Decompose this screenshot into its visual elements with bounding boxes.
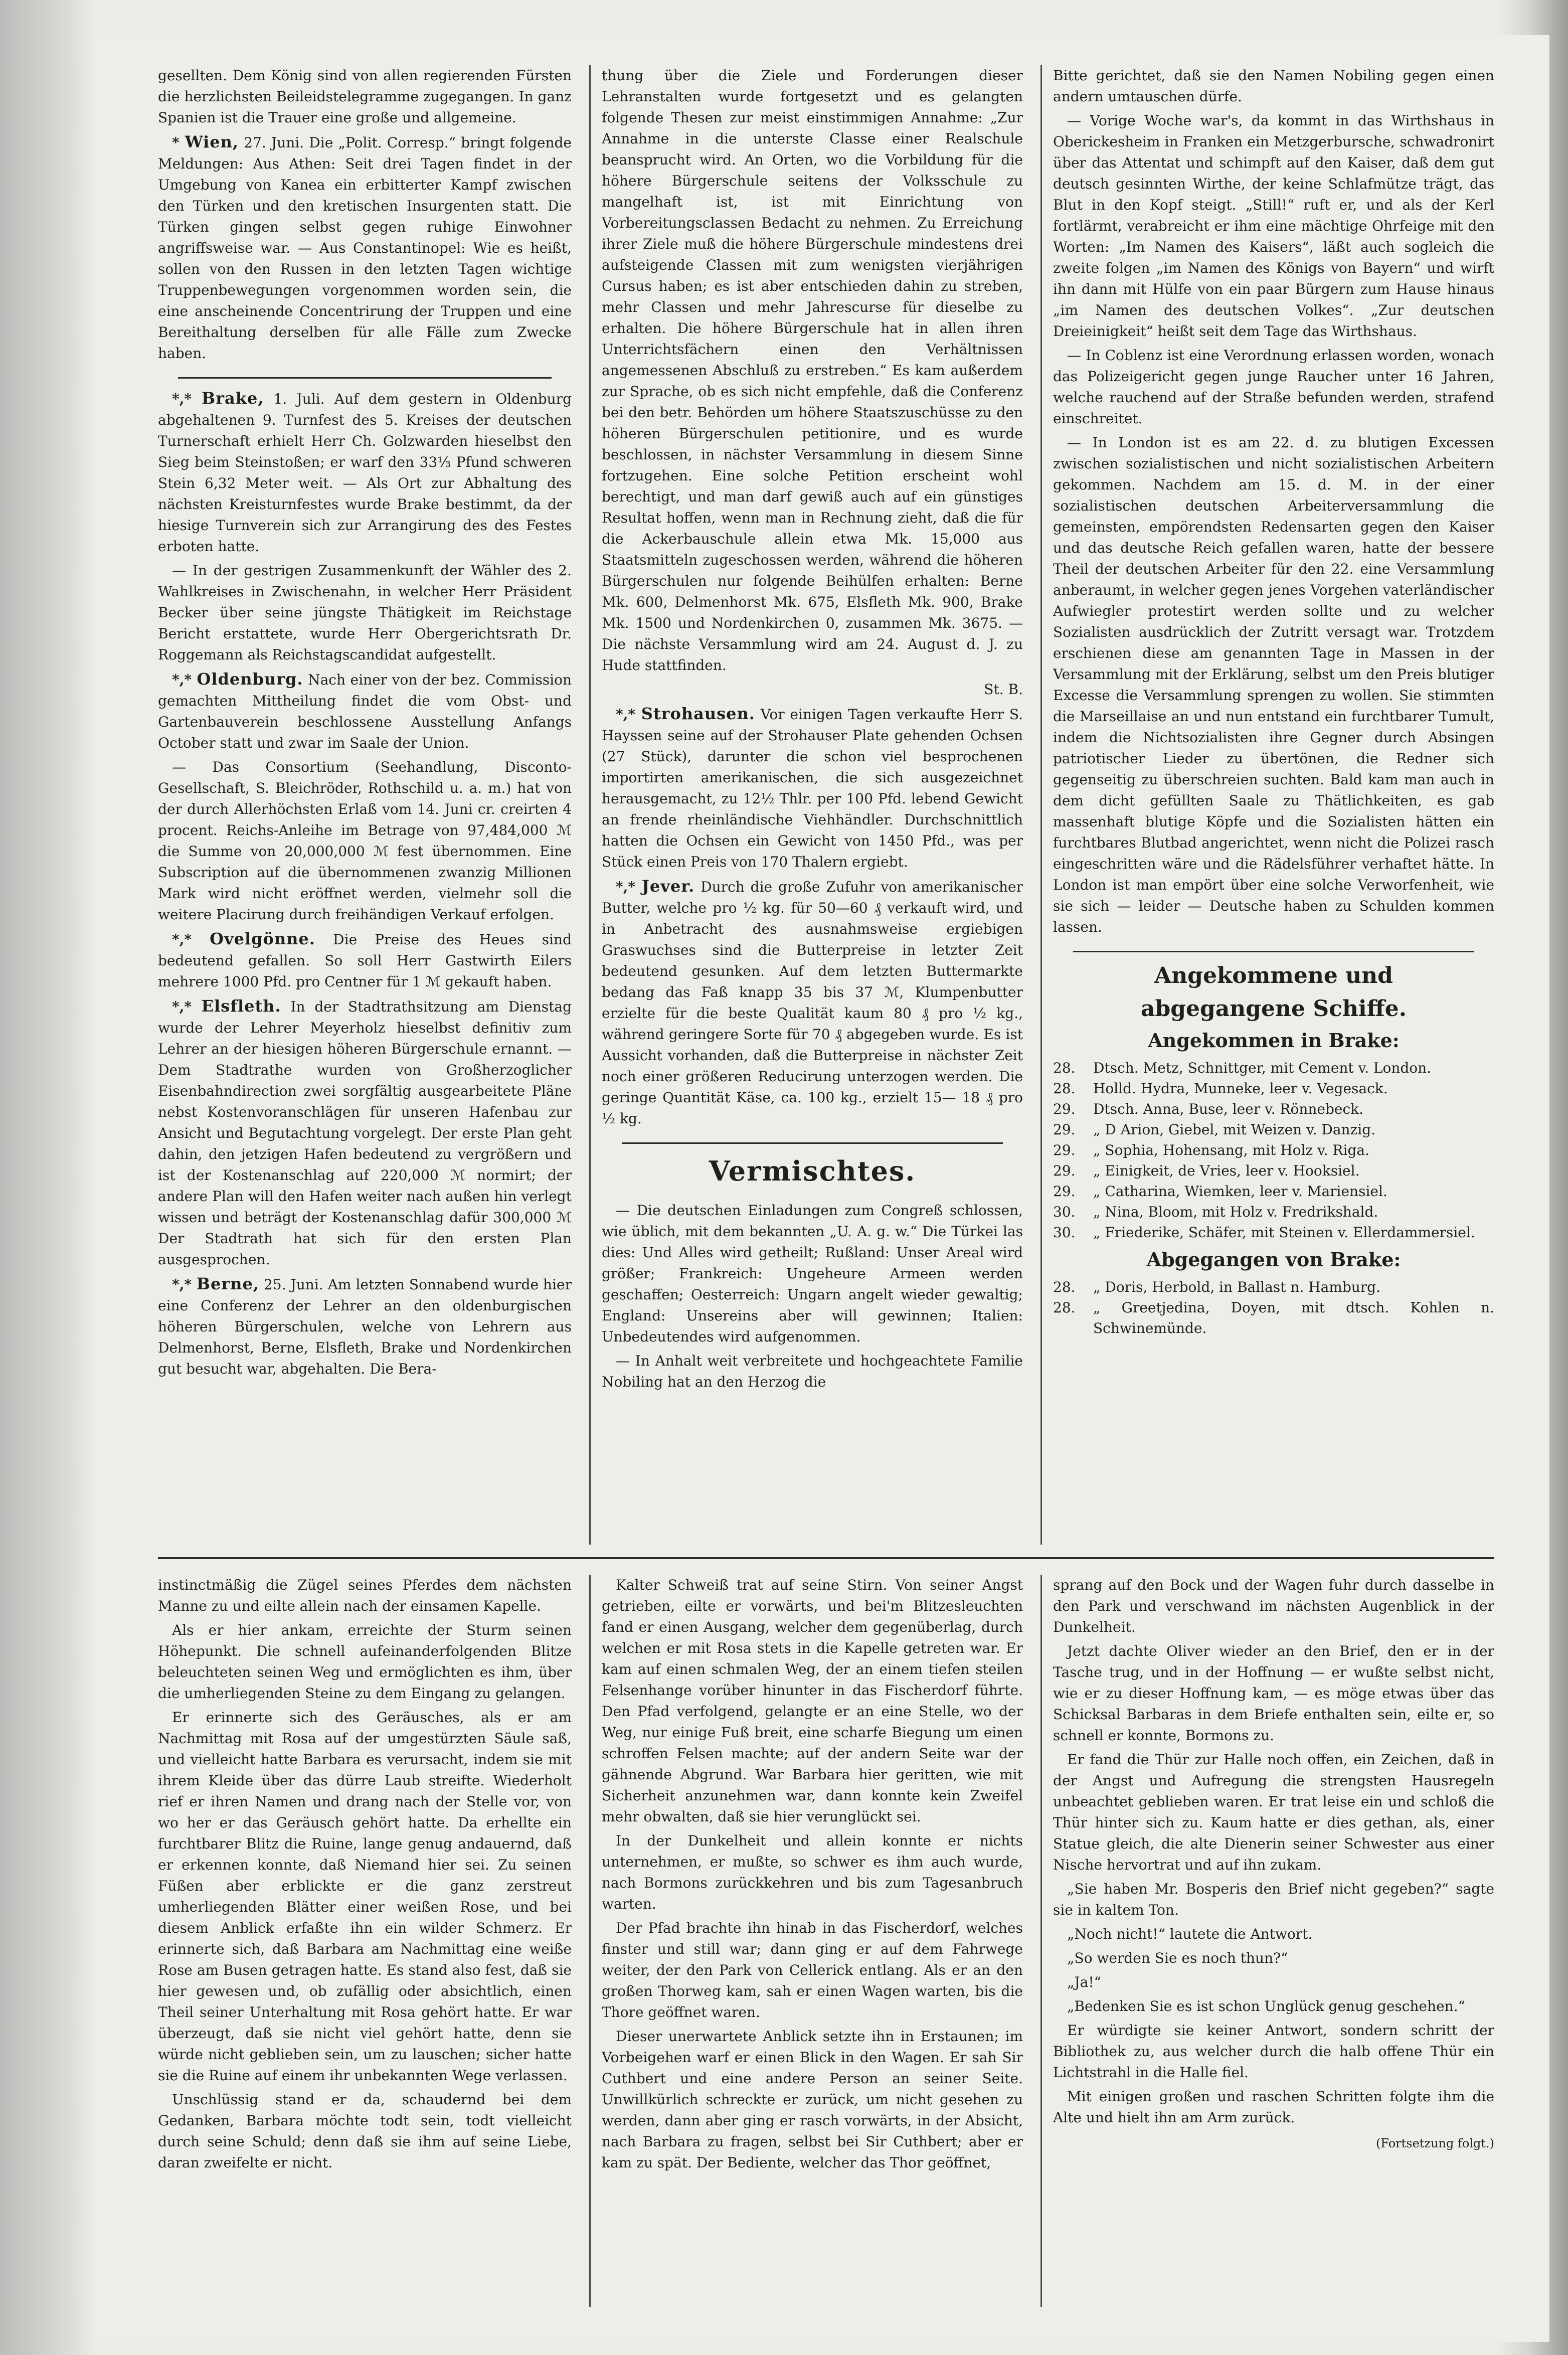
paragraph-berne: *,* Berne, 25. Juni. Am letzten Sonnabend wurde hier eine Conferenz der Lehrer an den oldenburgischen höheren Bürgerschulen, welche von Lehrern aus Delmenhorst, Berne, Elsfleth, Brake und Nordenkirchen gut besucht war, abgehalten. Die Bera-	[158, 1274, 572, 1377]
place-name: Brake,	[202, 389, 264, 408]
paragraph: „Bedenken Sie es ist schon Unglück genug geschehen.“	[1067, 1998, 1465, 2014]
ship-date: 28.	[1053, 1299, 1076, 1316]
paragraph: „Ja!“	[1067, 1974, 1101, 1990]
paragraph: „Noch nicht!“ lautete die Antwort.	[1067, 1926, 1313, 1942]
ship-entry	[1053, 1119, 1494, 1140]
ship-date: 29.	[1053, 1183, 1076, 1200]
ships-heading-line-1: Angekommene und	[1154, 963, 1393, 988]
paragraph: „Sie haben Mr. Bosperis den Brief nicht gegeben?“ sagte sie in kaltem Ton.	[1053, 1881, 1494, 1918]
paragraph: instinctmäßig die Zügel seines Pferdes dem nächsten Manne zu und eilte allein nach der einsamen Kapelle.	[158, 1577, 572, 1614]
article-text: Die Preise des Heues sind bedeutend gefallen. So soll Herr Gastwirth Eilers mehrere 1000 Pfd. pro Centner für 1 ℳ gekauft haben.	[158, 931, 572, 990]
paragraph: Als er hier ankam, erreichte der Sturm seinen Höhepunkt. Die schnell aufeinanderfolgenden Blitze beleuchteten seinen Weg und ermöglichten es ihm, über die umherliegenden Steine zu dem Eingang zu gelangen.	[158, 1622, 572, 1702]
column-2	[602, 65, 1023, 1545]
ship-date: 28.	[1053, 1279, 1076, 1295]
paragraph: Mit einigen großen und raschen Schritten folgte ihm die Alte und hielt ihn am Arm zurück.	[1053, 2088, 1494, 2126]
place-name: Ovelgönne.	[210, 929, 315, 948]
serial-column-2	[602, 1575, 1023, 2307]
ship-entry	[1053, 1160, 1494, 1181]
paragraph: Bitte gerichtet, daß sie den Namen Nobiling gegen einen andern umtauschen dürfe.	[1053, 67, 1494, 105]
ship-date: 28.	[1053, 1080, 1076, 1097]
paragraph: — Vorige Woche war's, da kommt in das Wirthshaus in Oberickesheim in Franken ein Metzgerbursche, schwadronirt über das Attentat und schimpft auf den Kaiser, daß dem gut deutsch gesinnten Wirthe, der keine Schlafmütze trägt, das Blut in den Kopf steigt. „Still!“ ruft er, und als der Kerl fortlärmt, verabreicht er ihm eine mächtige Ohrfeige mit den Worten: „Im Namen des Kaisers“, läßt auch sogleich die zweite folgen „im Namen des Königs von Bayern“ und wirft ihn dann mit Hülfe von ein paar Bürgern zum Hause hinaus „im Namen des deutschen Volkes“. „Zur deutschen Dreieinigkeit“ heißt seit dem Tage das Wirthshaus.	[1053, 112, 1494, 340]
article-text: 27. Juni. Die „Polit. Corresp.“ bringt folgende Meldungen: Aus Athen: Seit drei Tagen findet in der Umgebung von Kanea ein erbitterter Kampf zwischen den Türken und den kretischen Insurgenten statt. Die Türken gingen selbst gegen ruhige Einwohner angriffsweise war. — Aus Constantinopel: Wie es heißt, sollen von den Russen in den letzten Tagen wichtige Truppenbewegungen vorgenommen worden sein, die eine anscheinende Concentrirung der Truppen und eine Bereithaltung derselben für alle Fälle zum Zwecke haben.	[158, 134, 572, 362]
place-name: Wien,	[185, 132, 239, 151]
ship-date: 30.	[1053, 1224, 1076, 1241]
ship-details: Dtsch. Anna, Buse, leer v. Rönnebeck.	[1093, 1101, 1364, 1117]
paragraph-elsfleth: *,* Elsfleth. In der Stadtrathsitzung am Dienstag wurde der Lehrer Meyerholz hieselbst definitiv zum Lehrer an der hiesigen höheren Bürgerschule ernannt. — Dem Stadtrathe wurden von Großherzoglicher Eisenbahndirection zwei sorgfältig ausgearbeitete Pläne nebst Kostenvoranschlägen für unseren Hafenbau zur Ansicht und Begutachtung vorgelegt. Der erste Plan geht dahin, den jetzigen Hafen bedeutend zu vergrößern und ist der Kostenanschlag auf 220,000 ℳ normirt; der andere Plan will den Hafen weiter nach außen hin verlegt wissen und beträgt der Kostenanschlag dafür 300,000 ℳ Der Stadtrath hat sich für den ersten Plan ausgesprochen.	[158, 996, 572, 1268]
ship-details: „ D Arion, Giebel, mit Weizen v. Danzig.	[1093, 1121, 1376, 1138]
column-1	[158, 65, 572, 1545]
paragraph: Der Pfad brachte ihn hinab in das Fischerdorf, welches finster und still war; dann ging er auf dem Fahrwege weiter, der den Park von Cellerick entlang. Als er an den großen Thorweg kam, sah er einen Wagen warten, bis die Thore geöffnet waren.	[602, 1920, 1023, 2021]
ship-details: Dtsch. Metz, Schnittger, mit Cement v. London.	[1093, 1060, 1432, 1076]
paragraph: Er fand die Thür zur Halle noch offen, ein Zeichen, daß in der Angst und Aufregung die strengsten Hausregeln unbeachtet geblieben waren. Er trat leise ein und schloß die Thür hinter sich zu. Kaum hatte er dies gethan, als, einer Statue gleich, die alte Dienerin seiner Schwester aus einer Nische hervortrat und auf ihn zukam.	[1053, 1751, 1494, 1873]
newspaper-page	[95, 35, 1549, 2342]
ship-entry	[1053, 1277, 1494, 1297]
place-name: Jever.	[641, 877, 695, 896]
ship-date: 29.	[1053, 1162, 1076, 1179]
paragraph-wien: * Wien, 27. Juni. Die „Polit. Corresp.“ bringt folgende Meldungen: Aus Athen: Seit drei Tagen findet in der Umgebung von Kanea ein erbitterter Kampf zwischen den Türken und den kretischen Insurgenten statt. Die Türken gingen selbst gegen ruhige Einwohner angriffsweise war. — Aus Constantinopel: Wie es heißt, sollen von den Russen in den letzten Tagen wichtige Truppenbewegungen vorgenommen worden sein, die eine anscheinende Concentrirung der Truppen und eine Bereithaltung derselben für alle Fälle zum Zwecke haben.	[158, 132, 572, 362]
column-divider	[589, 65, 591, 1545]
column-divider	[589, 1575, 591, 2307]
article-text: Durch die große Zufuhr von amerikanischer Butter, welche pro ½ kg. für 50—60 ₰ verkauft wird, und in Anbetracht des ausnahmsweise ergiebigen Graswuchses sind die Butterpreise in letzter Zeit bedeutend gesunken. Auf dem letzten Buttermarkte bedang das Faß knapp 35 bis 37 ℳ, Klumpenbutter erzielte für die beste Qualität kaum 80 ₰ pro ½ kg., während geringere Sorte für 70 ₰ abgegeben wurde. Es ist Aussicht vorhanden, daß die Butterpreise in nächster Zeit noch einer größeren Reducirung unterzogen werden. Die geringe Quantität Käse, ca. 100 kg., erzielt 15— 18 ₰ pro ½ kg.	[602, 879, 1023, 1127]
column-3	[1053, 65, 1494, 1545]
paragraph: In der Dunkelheit und allein konnte er nichts unternehmen, er mußte, so schwer es ihm auch wurde, nach Bormons zurückkehren und bis zum Tagesanbruch warten.	[602, 1832, 1023, 1912]
ship-entry	[1053, 1202, 1494, 1222]
divider	[178, 377, 552, 379]
paragraph-ovelgoenne: *,* Ovelgönne. Die Preise des Heues sind bedeutend gefallen. So soll Herr Gastwirth Eilers mehrere 1000 Pfd. pro Centner für 1 ℳ gekauft haben.	[158, 929, 572, 990]
paragraph: Jetzt dachte Oliver wieder an den Brief, den er in der Tasche trug, und in der Hoffnung — er wußte selbst nicht, wie er zu dieser Hoffnung kam, — es möge etwas über das Schicksal Barbaras in dem Briefe enthalten sein, eilte er, so schnell er konnte, Bormons zu.	[1053, 1643, 1494, 1744]
paragraph-oldenburg: *,* Oldenburg. Nach einer von der bez. Commission gemachten Mittheilung findet die vom Obst- und Gartenbauverein beschlossene Ausstellung Anfangs October statt und zwar im Saale der Union.	[158, 669, 572, 751]
place-name: Elsfleth.	[201, 996, 281, 1016]
paragraph-brake: *,* Brake, 1. Juli. Auf dem gestern in Oldenburg abgehaltenen 9. Turnfest des 5. Kreises der deutschen Turnerschaft erhielt Herr Ch. Golzwarden hieselbst den Sieg beim Steinstoßen; er warf den 33⅓ Pfund schweren Stein 6,32 Meter weit. — Als Ort zur Abhaltung des nächsten Kreisturnfestes wurde Brake bestimmt, da der hiesige Turnverein sich zur Arrangirung des des Festes erboten hatte.	[158, 389, 572, 555]
paragraph: Er würdigte sie keiner Antwort, sondern schritt der Bibliothek zu, aus welcher durch die halb offene Thür ein Lichtstrahl in die Halle fiel.	[1053, 2022, 1494, 2081]
ship-details: „ Einigkeit, de Vries, leer v. Hooksiel.	[1093, 1162, 1360, 1179]
ship-details: „ Sophia, Hohensang, mit Holz v. Riga.	[1093, 1142, 1369, 1158]
divider	[622, 1142, 1003, 1144]
section-heading: Vermischtes.	[709, 1155, 916, 1187]
feuilleton-divider	[158, 1557, 1494, 1559]
paragraph: — Das Consortium (Seehandlung, Disconto-Gesellschaft, S. Bleichröder, Rothschild u. a. m.) hat von der durch Allerhöchsten Erlaß vom 14. Juni cr. creirten 4 procent. Reichs-Anleihe im Betrage von 97,484,000 ℳ die Summe von 20,000,000 ℳ fest übernommen. Eine Subscription auf die übernommenen zwanzig Millionen Mark wird nicht eröffnet werden, vielmehr soll die weitere Placirung durch freihändigen Verkauf erfolgen.	[158, 759, 572, 923]
column-divider	[1040, 65, 1042, 1545]
paragraph: — In der gestrigen Zusammenkunft der Wähler des 2. Wahlkreises in Zwischenahn, in welcher Herr Präsident Becker über seine jüngste Thätigkeit im Reichstage Bericht erstattete, wurde Herr Obergerichtsrath Dr. Roggemann als Reichstagscandidat aufgestellt.	[158, 562, 572, 663]
article-text: 25. Juni. Am letzten Sonnabend wurde hier eine Conferenz der Lehrer an den oldenburgischen höheren Bürgerschulen, welche von Lehrern aus Delmenhorst, Berne, Elsfleth, Brake und Nordenkirchen gut besucht war, abgehalten. Die Bera-	[158, 1276, 572, 1377]
paragraph-jever: *,* Jever. Durch die große Zufuhr von amerikanischer Butter, welche pro ½ kg. für 50—60 ₰ verkauft wird, und in Anbetracht des ausnahmsweise ergiebigen Graswuchses sind die Butterpreise in letzter Zeit bedeutend gesunken. Auf dem letzten Buttermarkte bedang das Faß knapp 35 bis 37 ℳ, Klumpenbutter erzielte für die beste Qualität kaum 80 ₰ pro ½ kg., während geringere Sorte für 70 ₰ abgegeben wurde. Es ist Aussicht vorhanden, daß die Butterpreise in nächster Zeit noch einer größeren Reducirung unterzogen werden. Die geringe Quantität Käse, ca. 100 kg., erzielt 15— 18 ₰ pro ½ kg.	[602, 877, 1023, 1127]
ship-date: 29.	[1053, 1142, 1076, 1158]
departed-heading: Abgegangen von Brake:	[1146, 1248, 1401, 1271]
paragraph: — In Anhalt weit verbreitete und hochgeachtete Familie Nobiling hat an den Herzog die	[602, 1353, 1023, 1390]
ship-entry	[1053, 1181, 1494, 1202]
ship-entry	[1053, 1222, 1494, 1243]
ship-details: Holld. Hydra, Munneke, leer v. Vegesack.	[1093, 1080, 1388, 1097]
place-name: Berne,	[196, 1274, 259, 1293]
ship-date: 28.	[1053, 1060, 1076, 1076]
ship-entry	[1053, 1058, 1494, 1078]
article-text: In der Stadtrathsitzung am Dienstag wurde der Lehrer Meyerholz hieselbst definitiv zum Lehrer an der hiesigen höheren Bürgerschule ernannt. — Dem Stadtrathe wurden von Großherzoglicher Eisenbahndirection zwei sorgfältig ausgearbeitete Pläne nebst Kostenvoranschlägen für unseren Hafenbau zur Ansicht und Begutachtung vorgelegt. Der erste Plan geht dahin, den jetzigen Hafen bedeutend zu vergrößern und ist der Kostenanschlag auf 220,000 ℳ normirt; der andere Plan will den Hafen weiter nach außen hin verlegt wissen und beträgt der Kostenanschlag dafür 300,000 ℳ Der Stadtrath hat sich für den ersten Plan ausgesprochen.	[158, 998, 572, 1268]
column-divider	[1040, 1575, 1042, 2307]
place-name: Strohausen.	[641, 704, 755, 723]
paragraph: gesellten. Dem König sind von allen regierenden Fürsten die herzlichsten Beileidstelegramme zugegangen. In ganz Spanien ist die Trauer eine große und allgemeine.	[158, 67, 572, 126]
paragraph: — In Coblenz ist eine Verordnung erlassen worden, wonach das Polizeigericht gegen junge Raucher unter 16 Jahren, welche rauchend auf der Straße befunden werden, strafend einschreitet.	[1053, 347, 1494, 427]
paragraph: — Die deutschen Einladungen zum Congreß schlossen, wie üblich, mit dem bekannten „U. A. g. w.“ Die Türkei las dies: Und Alles wird getheilt; Rußland: Unser Areal wird größer; Frankreich: Ungeheure Armeen werden geschaffen; Oesterreich: Ungarn angelt wieder gewaltig; England: Unsereins aber will gewinnen; Italien: Unbedeutendes wird aufgenommen.	[602, 1202, 1023, 1345]
continued-note: (Fortsetzung folgt.)	[1376, 2136, 1494, 2150]
paragraph: thung über die Ziele und Forderungen dieser Lehranstalten wurde fortgesetzt und es gelangten folgende Thesen zur meist einstimmigen Annahme: „Zur Annahme in die unterste Classe einer Realschule beansprucht wird. An Orten, wo die Vorbildung für die höhere Bürgerschule seitens der Volksschule zu mangelhaft ist, ist mit Einrichtung von Vorbereitungsclassen Bedacht zu nehmen. Zu Erreichung ihrer Ziele muß die höhere Bürgerschule mindestens drei aufsteigende Classen mit zum wenigsten vierjährigen Cursus haben; es ist aber entschieden dahin zu streben, mehr Classen und mehr Jahrescurse für dieselbe zu erhalten. Die höhere Bürgerschule hat in allen ihren Unterrichtsfächern einen den Verhältnissen angemessenen Abschluß zu erstreben.“ Es kam außerdem zur Sprache, ob es sich nicht empfehle, daß die Conferenz bei den betr. Behörden um höhere Staatszuschüsse zu den höheren Bürgerschulen petitionire, und es wurde beschlossen, in nächster Versammlung in diesem Sinne fortzugehen. Eine solche Petition erscheint wohl berechtigt, und man darf gewiß auch auf ein günstiges Resultat hoffen, wenn man in Rechnung zieht, daß die für die Ackerbauschule allein etwa Mk. 15,000 aus Staatsmitteln zugeschossen werden, während die höheren Bürgerschulen nur folgende Beihülfen erhalten: Berne Mk. 600, Delmenhorst Mk. 675, Elsfleth Mk. 900, Brake Mk. 1500 und Nordenkirchen 0, zusammen Mk. 3675. — Die nächste Versammlung wird am 24. August d. J. zu Hude stattfinden.	[602, 67, 1023, 674]
divider	[1073, 951, 1474, 952]
ship-details: „ Doris, Herbold, in Ballast n. Hamburg.	[1093, 1279, 1381, 1295]
ships-heading-line-2: abgegangene Schiffe.	[1140, 996, 1407, 1022]
ship-details: „ Catharina, Wiemken, leer v. Mariensiel.	[1093, 1183, 1387, 1200]
ship-entry	[1053, 1078, 1494, 1099]
article-text: Vor einigen Tagen verkaufte Herr S. Hayssen seine auf der Strohauser Plate gehenden Ochsen (27 Stück), darunter die schon viel besprochenen importirten amerikanischen, die sich ausgezeichnet herausgemacht, zu 12½ Thlr. per 100 Pfd. lebend Gewicht an frende rheinländische Viehhändler. Durchschnittlich hatten die Ochsen ein Gewicht von 1450 Pfd., was per Stück einen Preis von 170 Thalern ergiebt.	[602, 706, 1023, 870]
ship-entry	[1053, 1140, 1494, 1160]
serial-column-3	[1053, 1575, 1494, 2307]
ship-details: „ Friederike, Schäfer, mit Steinen v. Ellerdammersiel.	[1093, 1224, 1475, 1241]
ship-details: „ Greetjedina, Doyen, mit dtsch. Kohlen n. Schwinemünde.	[1093, 1299, 1494, 1336]
paragraph: Dieser unerwartete Anblick setzte ihn in Erstaunen; im Vorbeigehen warf er einen Blick in den Wagen. Er sah Sir Cuthbert und eine andere Person an seiner Seite. Unwillkürlich schreckte er zurück, um nicht gesehen zu werden, dann aber ging er rasch vorwärts, in der Absicht, nach Barbara zu fragen, selbst bei Sir Cuthbert; aber er kam zu spät. Der Bediente, welcher das Thor geöffnet,	[602, 2028, 1023, 2171]
paragraph: Kalter Schweiß trat auf seine Stirn. Von seiner Angst getrieben, eilte er vorwärts, und bei'm Blitzesleuchten fand er einen Ausgang, welcher dem gegenüberlag, durch welchen er mit Rosa stets in die Kapelle getreten war. Er kam auf einen schmalen Weg, der an einem tiefen steilen Felsenhange vorüber hinunter in das Fischerdorf führte. Den Pfad verfolgend, gelangte er an eine Stelle, wo der Weg, nur einige Fuß breit, eine scharfe Biegung um einen schroffen Felsen machte; auf der andern Seite war der gähnende Abgrund. War Barbara hier geritten, wie mit Sicherheit anzunehmen war, dann konnte kein Zweifel mehr obwalten, daß sie hier verunglückt sei.	[602, 1577, 1023, 1825]
ship-entry	[1053, 1099, 1494, 1119]
paragraph: Unschlüssig stand er da, schaudernd bei dem Gedanken, Barbara möchte todt sein, todt vielleicht durch seine Schuld; denn daß sie ihm auf seine Liebe, daran zweifelte er nicht.	[158, 2091, 572, 2171]
ship-date: 30.	[1053, 1204, 1076, 1220]
serial-column-1	[158, 1575, 572, 2307]
ship-entry	[1053, 1297, 1494, 1338]
paragraph: „So werden Sie es noch thun?“	[1067, 1950, 1288, 1966]
ship-date: 29.	[1053, 1101, 1076, 1117]
ship-date: 29.	[1053, 1121, 1076, 1138]
paragraph: sprang auf den Bock und der Wagen fuhr durch dasselbe in den Park und verschwand im nächsten Augenblick in der Dunkelheit.	[1053, 1577, 1494, 1635]
arrived-heading: Angekommen in Brake:	[1148, 1029, 1400, 1052]
article-text: Nach einer von der bez. Commission gemachten Mittheilung findet die vom Obst- und Gartenbauverein beschlossene Ausstellung Anfangs October statt und zwar im Saale der Union.	[158, 671, 572, 751]
signature: St. B.	[984, 681, 1023, 698]
ship-details: „ Nina, Bloom, mit Holz v. Fredrikshald.	[1093, 1204, 1378, 1220]
paragraph-strohausen: *,* Strohausen. Vor einigen Tagen verkaufte Herr S. Hayssen seine auf der Strohauser Plate gehenden Ochsen (27 Stück), darunter die schon viel besprochenen importirten amerikanischen, die sich ausgezeichnet herausgemacht, zu 12½ Thlr. per 100 Pfd. lebend Gewicht an frende rheinländische Viehhändler. Durchschnittlich hatten die Ochsen ein Gewicht von 1450 Pfd., was per Stück einen Preis von 170 Thalern ergiebt.	[602, 704, 1023, 870]
paragraph: Er erinnerte sich des Geräusches, als er am Nachmittag mit Rosa auf der umgestürzten Säule saß, und vielleicht hatte Barbara es verursacht, indem sie mit ihrem Kleide über das dürre Laub streifte. Wiederholt rief er ihren Namen und drang nach der Stelle vor, von wo her er das Geräusch gehört hatte. Da erhellte ein furchtbarer Blitz die Ruine, lange genug andauernd, daß er erkennen konnte, daß Niemand hier sei. Zu seinen Füßen aber erblickte er die ganz zerstreut umherliegenden Blätter einer weißen Rose, und bei diesem Anblick erfaßte ihn ein wilder Schmerz. Er erinnerte sich, daß Barbara am Nachmittag eine weiße Rose am Busen getragen hatte. Es stand also fest, daß sie hier gewesen und, ob zufällig oder absichtlich, einen Theil seiner Unterhaltung mit Rosa gehört hatte. Er war überzeugt, daß sie nicht viel gehört hatte, denn sie würde nicht geblieben sein, um zu lauschen; sicher hatte sie die Ruine auf einem ihr unbekannten Wege verlassen.	[158, 1709, 572, 2084]
paragraph: — In London ist es am 22. d. zu blutigen Excessen zwischen sozialistischen und nicht sozialistischen Arbeitern gekommen. Nachdem am 15. d. M. in der einer sozialistischen deutschen Arbeiterversammlung die gemeinsten, empörendsten Redensarten gegen den Kaiser und das deutsche Reich gefallen waren, hatte der bessere Theil der deutschen Arbeiter für den 22. eine Versammlung anberaumt, in welcher gegen jenes Vorgehen vaterländischer Aufwiegler protestirt werden sollte und zu welcher Sozialisten ausdrücklich der Zutritt versagt war. Trotzdem erschienen diese am genannten Tage in Massen in der Versammlung mit der Erklärung, selbst um den Preis blutiger Excesse die Versammlung sprengen zu wollen. Sie stimmten die Marseillaise an und nun entstand ein furchtbarer Tumult, indem die Nichtsozialisten ihre Gegner durch Absingen patriotischer Lieder zu übertönen, die Redner sich gegenseitig zu überschreien suchten. Bald kam man auch in dem dicht gefüllten Saale zu Thätlichkeiten, es gab massenhaft blutige Köpfe und die Sozialisten hätten ein furchtbares Blutbad angerichtet, wenn nicht die Polizei rasch eingeschritten wäre und die Rädelsführer verhaftet hätte. In London ist man empört über eine solche Verworfenheit, wie sie sich — leider — Deutsche haben zu Schulden kommen lassen.	[1053, 434, 1494, 935]
article-text: 1. Juli. Auf dem gestern in Oldenburg abgehaltenen 9. Turnfest des 5. Kreises der deutschen Turnerschaft erhielt Herr Ch. Golzwarden hieselbst den Sieg beim Steinstoßen; er warf den 33⅓ Pfund schweren Stein 6,32 Meter weit. — Als Ort zur Abhaltung des nächsten Kreisturnfestes wurde Brake bestimmt, da der hiesige Turnverein sich zur Arrangirung des des Festes erboten hatte.	[158, 391, 572, 555]
place-name: Oldenburg.	[197, 669, 303, 689]
departed-ships-list	[1053, 1277, 1494, 1338]
arrived-ships-list	[1053, 1058, 1494, 1243]
